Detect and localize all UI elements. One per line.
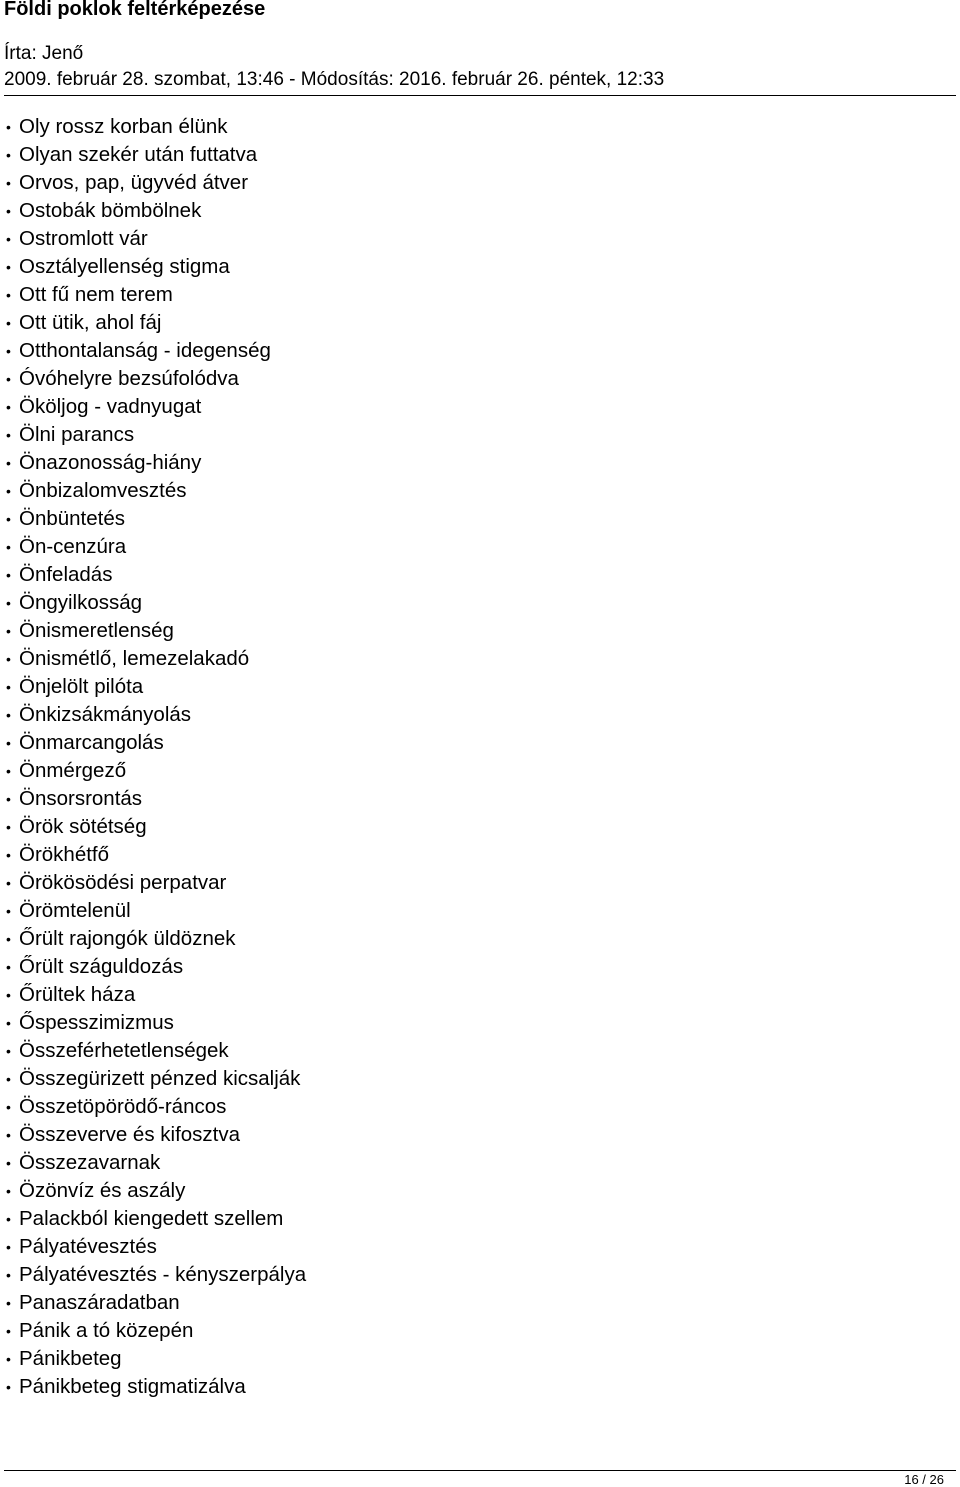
bullet-icon: • bbox=[6, 959, 11, 975]
bullet-icon: • bbox=[6, 175, 11, 191]
bullet-icon: • bbox=[6, 147, 11, 163]
list-item bbox=[4, 141, 306, 169]
list-item bbox=[4, 1177, 306, 1205]
list-item-text: Ott fű nem terem bbox=[19, 283, 173, 306]
list-item bbox=[4, 1345, 306, 1373]
bullet-icon: • bbox=[6, 1071, 11, 1087]
list-item-text: Összezavarnak bbox=[19, 1151, 161, 1174]
list-item bbox=[4, 365, 306, 393]
list-item-text: Örökhétfő bbox=[19, 843, 110, 866]
list-item bbox=[4, 1373, 306, 1401]
list-item-text: Orvos, pap, ügyvéd átver bbox=[19, 171, 249, 194]
bullet-icon: • bbox=[6, 315, 11, 331]
list-item bbox=[4, 1093, 306, 1121]
bullet-icon: • bbox=[6, 1043, 11, 1059]
list-item-text: Önazonosság-hiány bbox=[19, 451, 202, 474]
bullet-icon: • bbox=[6, 203, 11, 219]
bullet-icon: • bbox=[6, 875, 11, 891]
bullet-icon: • bbox=[6, 1323, 11, 1339]
list-item bbox=[4, 897, 306, 925]
bullet-icon: • bbox=[6, 1155, 11, 1171]
list-item bbox=[4, 197, 306, 225]
footer-divider bbox=[4, 1470, 956, 1471]
bullet-icon: • bbox=[6, 763, 11, 779]
list-item-text: Ott ütik, ahol fáj bbox=[19, 311, 162, 334]
list-item-text: Otthontalanság - idegenség bbox=[19, 339, 271, 362]
list-item-text: Pánik a tó közepén bbox=[19, 1319, 194, 1342]
list-item-text: Örök sötétség bbox=[19, 815, 147, 838]
bullet-icon: • bbox=[6, 1295, 11, 1311]
list-item-text: Ön-cenzúra bbox=[19, 535, 127, 558]
list-item-text: Önmarcangolás bbox=[19, 731, 164, 754]
list-item bbox=[4, 757, 306, 785]
list-item bbox=[4, 813, 306, 841]
list-item bbox=[4, 673, 306, 701]
list-item-text: Önmérgező bbox=[19, 759, 127, 782]
list-item bbox=[4, 505, 306, 533]
document-title: Földi poklok feltérképezése bbox=[4, 0, 266, 20]
list-item-text: Összetöpörödő-ráncos bbox=[19, 1095, 227, 1118]
bullet-icon: • bbox=[6, 707, 11, 723]
bullet-icon: • bbox=[6, 119, 11, 135]
list-item bbox=[4, 1065, 306, 1093]
list-item bbox=[4, 253, 306, 281]
bullet-icon: • bbox=[6, 819, 11, 835]
list-item bbox=[4, 1233, 306, 1261]
list-item-text: Önsorsrontás bbox=[19, 787, 143, 810]
bullet-icon: • bbox=[6, 623, 11, 639]
list-item-text: Ostobák bömbölnek bbox=[19, 199, 202, 222]
bullet-icon: • bbox=[6, 567, 11, 583]
bullet-icon: • bbox=[6, 1267, 11, 1283]
list-item-text: Özönvíz és aszály bbox=[19, 1179, 186, 1202]
list-item-text: Pályatévesztés - kényszerpálya bbox=[19, 1263, 307, 1286]
list-item-text: Ostromlott vár bbox=[19, 227, 148, 250]
list-item bbox=[4, 701, 306, 729]
list-item bbox=[4, 1317, 306, 1345]
list-item bbox=[4, 589, 306, 617]
list-item-text: Osztályellenség stigma bbox=[19, 255, 230, 278]
bullet-icon: • bbox=[6, 1239, 11, 1255]
bullet-icon: • bbox=[6, 931, 11, 947]
list-item-text: Önbüntetés bbox=[19, 507, 125, 530]
bullet-icon: • bbox=[6, 847, 11, 863]
list-item-text: Őrült száguldozás bbox=[19, 955, 184, 978]
list-item-text: Önjelölt pilóta bbox=[19, 675, 144, 698]
list-item bbox=[4, 1149, 306, 1177]
list-item bbox=[4, 1289, 306, 1317]
bullet-list bbox=[4, 113, 306, 1401]
bullet-icon: • bbox=[6, 343, 11, 359]
bullet-icon: • bbox=[6, 651, 11, 667]
list-item bbox=[4, 953, 306, 981]
list-item-text: Ököljog - vadnyugat bbox=[19, 395, 202, 418]
bullet-icon: • bbox=[6, 259, 11, 275]
bullet-icon: • bbox=[6, 539, 11, 555]
list-item-text: Örömtelenül bbox=[19, 899, 131, 922]
list-item bbox=[4, 421, 306, 449]
bullet-icon: • bbox=[6, 1379, 11, 1395]
list-item bbox=[4, 925, 306, 953]
bullet-icon: • bbox=[6, 1351, 11, 1367]
bullet-icon: • bbox=[6, 735, 11, 751]
list-item-text: Önkizsákmányolás bbox=[19, 703, 192, 726]
list-item-text: Oly rossz korban élünk bbox=[19, 115, 228, 138]
list-item bbox=[4, 785, 306, 813]
bullet-icon: • bbox=[6, 595, 11, 611]
header-divider bbox=[4, 95, 956, 96]
bullet-icon: • bbox=[6, 287, 11, 303]
list-item-text: Olyan szekér után futtatva bbox=[19, 143, 258, 166]
list-item bbox=[4, 561, 306, 589]
list-item-text: Őrültek háza bbox=[19, 983, 136, 1006]
list-item-text: Összeférhetetlenségek bbox=[19, 1039, 229, 1062]
list-item-text: Örökösödési perpatvar bbox=[19, 871, 227, 894]
list-item-text: Őrült rajongók üldöznek bbox=[19, 927, 236, 950]
list-item-text: Ölni parancs bbox=[19, 423, 135, 446]
bullet-icon: • bbox=[6, 427, 11, 443]
bullet-icon: • bbox=[6, 455, 11, 471]
list-item bbox=[4, 225, 306, 253]
list-item bbox=[4, 449, 306, 477]
list-item-text: Pánikbeteg stigmatizálva bbox=[19, 1375, 246, 1398]
bullet-icon: • bbox=[6, 903, 11, 919]
list-item-text: Összeverve és kifosztva bbox=[19, 1123, 241, 1146]
list-item bbox=[4, 1261, 306, 1289]
bullet-icon: • bbox=[6, 679, 11, 695]
list-item-text: Összegürizett pénzed kicsalják bbox=[19, 1067, 301, 1090]
list-item-text: Pályatévesztés bbox=[19, 1235, 157, 1258]
bullet-icon: • bbox=[6, 1099, 11, 1115]
list-item bbox=[4, 1205, 306, 1233]
list-item-text: Önismeretlenség bbox=[19, 619, 174, 642]
list-item bbox=[4, 533, 306, 561]
bullet-icon: • bbox=[6, 231, 11, 247]
list-item bbox=[4, 1037, 306, 1065]
list-item-text: Óvóhelyre bezsúfolódva bbox=[19, 367, 239, 390]
bullet-icon: • bbox=[6, 511, 11, 527]
list-item-text: Palackból kiengedett szellem bbox=[19, 1207, 284, 1230]
author-line: Írta: Jenő bbox=[4, 43, 84, 64]
list-item-text: Pánikbeteg bbox=[19, 1347, 122, 1370]
list-item bbox=[4, 477, 306, 505]
list-item bbox=[4, 337, 306, 365]
bullet-icon: • bbox=[6, 1015, 11, 1031]
list-item bbox=[4, 393, 306, 421]
list-item bbox=[4, 841, 306, 869]
list-item-text: Öngyilkosság bbox=[19, 591, 143, 614]
list-item bbox=[4, 1009, 306, 1037]
list-item bbox=[4, 645, 306, 673]
list-item-text: Önbizalomvesztés bbox=[19, 479, 187, 502]
list-item-text: Önfeladás bbox=[19, 563, 113, 586]
page-number: 16 / 26 bbox=[904, 1472, 944, 1487]
bullet-icon: • bbox=[6, 399, 11, 415]
bullet-icon: • bbox=[6, 1211, 11, 1227]
list-item bbox=[4, 617, 306, 645]
bullet-icon: • bbox=[6, 371, 11, 387]
list-item bbox=[4, 869, 306, 897]
bullet-icon: • bbox=[6, 1183, 11, 1199]
list-item bbox=[4, 169, 306, 197]
bullet-icon: • bbox=[6, 1127, 11, 1143]
list-item bbox=[4, 729, 306, 757]
bullet-icon: • bbox=[6, 791, 11, 807]
bullet-icon: • bbox=[6, 987, 11, 1003]
bullet-icon: • bbox=[6, 483, 11, 499]
list-item bbox=[4, 309, 306, 337]
list-item bbox=[4, 981, 306, 1009]
list-item-text: Panaszáradatban bbox=[19, 1291, 180, 1314]
list-item-text: Önismétlő, lemezelakadó bbox=[19, 647, 250, 670]
list-item bbox=[4, 113, 306, 141]
date-line: 2009. február 28. szombat, 13:46 - Módosítás: 2016. február 26. péntek, 12:33 bbox=[4, 69, 665, 90]
list-item bbox=[4, 281, 306, 309]
list-item bbox=[4, 1121, 306, 1149]
list-item-text: Őspesszimizmus bbox=[19, 1011, 174, 1034]
